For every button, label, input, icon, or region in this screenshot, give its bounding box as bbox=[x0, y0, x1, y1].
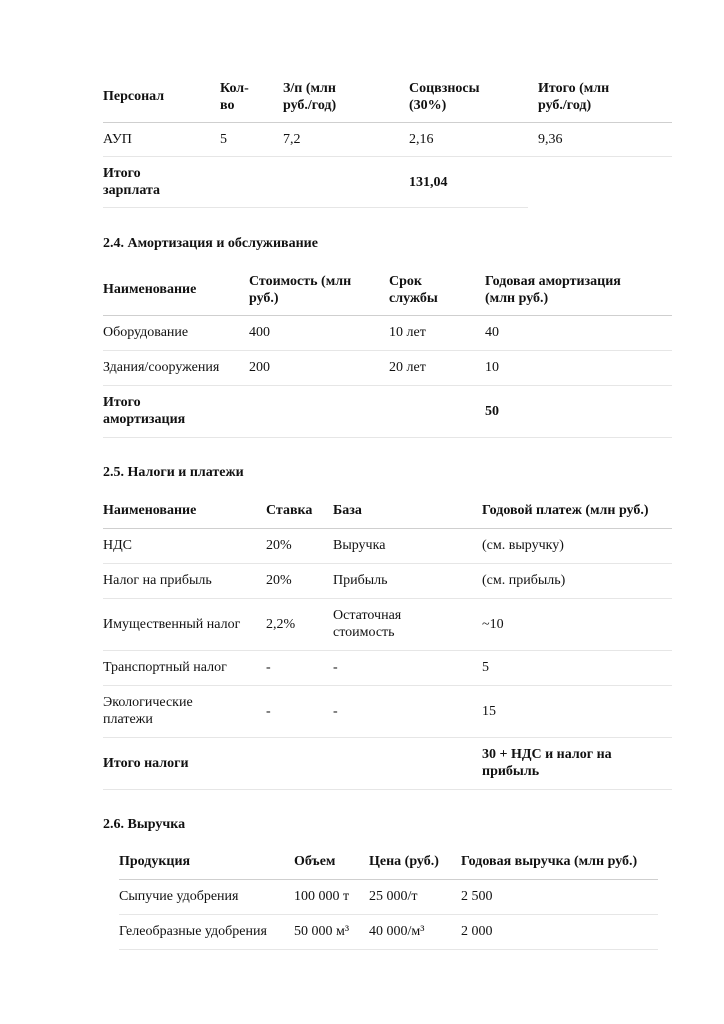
cell: 15 bbox=[482, 703, 496, 719]
total-value: 50 bbox=[485, 403, 499, 419]
cell: 25 000/т bbox=[369, 889, 418, 904]
table-row bbox=[103, 598, 672, 650]
cell: 40 000/м³ bbox=[369, 924, 425, 939]
header-cell: Наименование bbox=[103, 503, 197, 519]
table-row bbox=[103, 122, 672, 156]
table-row bbox=[103, 528, 672, 563]
cell: НДС bbox=[103, 538, 132, 553]
cell: (см. выручку) bbox=[482, 538, 564, 553]
divider bbox=[103, 207, 528, 208]
table-row bbox=[119, 914, 658, 949]
cell: Выручка bbox=[333, 538, 386, 553]
cell: 10 лет bbox=[389, 325, 426, 340]
table-row bbox=[103, 350, 672, 385]
header-cell: Соцвзносы (30%) bbox=[409, 80, 480, 113]
table-header-row bbox=[103, 72, 672, 122]
cell: Прибыль bbox=[333, 573, 388, 588]
cell: 100 000 т bbox=[294, 889, 350, 904]
cell: ~10 bbox=[482, 616, 504, 632]
cell: (см. прибыль) bbox=[482, 573, 566, 588]
total-label: Итого налоги bbox=[103, 755, 189, 771]
total-label: Итого зарплата bbox=[103, 166, 161, 199]
table-row bbox=[103, 563, 672, 598]
amortization-table bbox=[103, 265, 672, 438]
cell: Имущественный налог bbox=[103, 616, 241, 632]
table-row bbox=[103, 650, 672, 685]
cell: - bbox=[266, 660, 271, 675]
header-cell: Годовая выручка (млн руб.) bbox=[461, 854, 638, 870]
cell: 50 000 м³ bbox=[294, 924, 350, 939]
header-cell: Стоимость (млн руб.) bbox=[249, 273, 352, 306]
section-title-taxes: 2.5. Налоги и платежи bbox=[103, 465, 244, 480]
cell: 2,16 bbox=[409, 131, 434, 147]
cell: Налог на прибыль bbox=[103, 573, 212, 588]
table-row bbox=[103, 685, 672, 737]
cell: 20% bbox=[266, 573, 292, 588]
header-cell: База bbox=[333, 503, 362, 519]
header-cell: Срок службы bbox=[389, 273, 438, 306]
header-cell: Продукция bbox=[119, 854, 191, 870]
total-row bbox=[103, 737, 672, 789]
taxes-table bbox=[103, 494, 672, 790]
total-value: 131,04 bbox=[409, 174, 448, 190]
cell: 2 500 bbox=[461, 889, 493, 904]
cell: - bbox=[333, 660, 338, 675]
cell: Здания/сооружения bbox=[103, 360, 220, 375]
total-value: 30 + НДС и налог на прибыль bbox=[482, 747, 612, 779]
cell: 40 bbox=[485, 325, 499, 340]
header-cell: Наименование bbox=[103, 282, 197, 298]
total-row bbox=[103, 385, 672, 437]
cell: 200 bbox=[249, 360, 270, 375]
cell: 5 bbox=[220, 131, 227, 147]
header-cell: Объем bbox=[294, 854, 336, 870]
cell: Транспортный налог bbox=[103, 660, 227, 675]
table-header-row bbox=[103, 265, 672, 315]
header-cell: Цена (руб.) bbox=[369, 854, 439, 870]
header-cell: Персонал bbox=[103, 89, 165, 105]
header-cell: Кол- во bbox=[220, 80, 249, 113]
header-cell: Годовая амортизация (млн руб.) bbox=[485, 273, 621, 306]
header-cell: З/п (млн руб./год) bbox=[283, 80, 337, 113]
cell: - bbox=[333, 703, 338, 719]
cell: 7,2 bbox=[283, 131, 301, 147]
total-label: Итого амортизация bbox=[103, 395, 186, 427]
cell: Оборудование bbox=[103, 325, 189, 340]
cell: 2,2% bbox=[266, 616, 296, 632]
total-row bbox=[103, 156, 672, 208]
table-row bbox=[103, 315, 672, 350]
table-header-row bbox=[103, 494, 672, 528]
header-cell: Ставка bbox=[266, 503, 313, 519]
cell: 5 bbox=[482, 660, 489, 675]
cell: 20 лет bbox=[389, 360, 426, 375]
revenue-table bbox=[119, 845, 658, 950]
cell: Гелеобразные удобрения bbox=[119, 924, 267, 939]
cell: 20% bbox=[266, 538, 292, 553]
section-title-amortization: 2.4. Амортизация и обслуживание bbox=[103, 236, 318, 251]
cell: АУП bbox=[103, 131, 132, 147]
cell: 2 000 bbox=[461, 924, 493, 939]
cell: Сыпучие удобрения bbox=[119, 889, 239, 904]
section-title-revenue: 2.6. Выручка bbox=[103, 817, 186, 832]
table-header-row bbox=[119, 845, 658, 879]
header-cell: Годовой платеж (млн руб.) bbox=[482, 503, 649, 519]
staff-table bbox=[103, 72, 672, 208]
cell: Экологические платежи bbox=[103, 695, 193, 727]
cell: Остаточная стоимость bbox=[333, 608, 402, 640]
cell: 9,36 bbox=[538, 131, 563, 147]
cell: 400 bbox=[249, 325, 270, 340]
header-cell: Итого (млн руб./год) bbox=[538, 80, 610, 113]
table-row bbox=[119, 879, 658, 914]
cell: - bbox=[266, 703, 271, 719]
cell: 10 bbox=[485, 360, 499, 375]
